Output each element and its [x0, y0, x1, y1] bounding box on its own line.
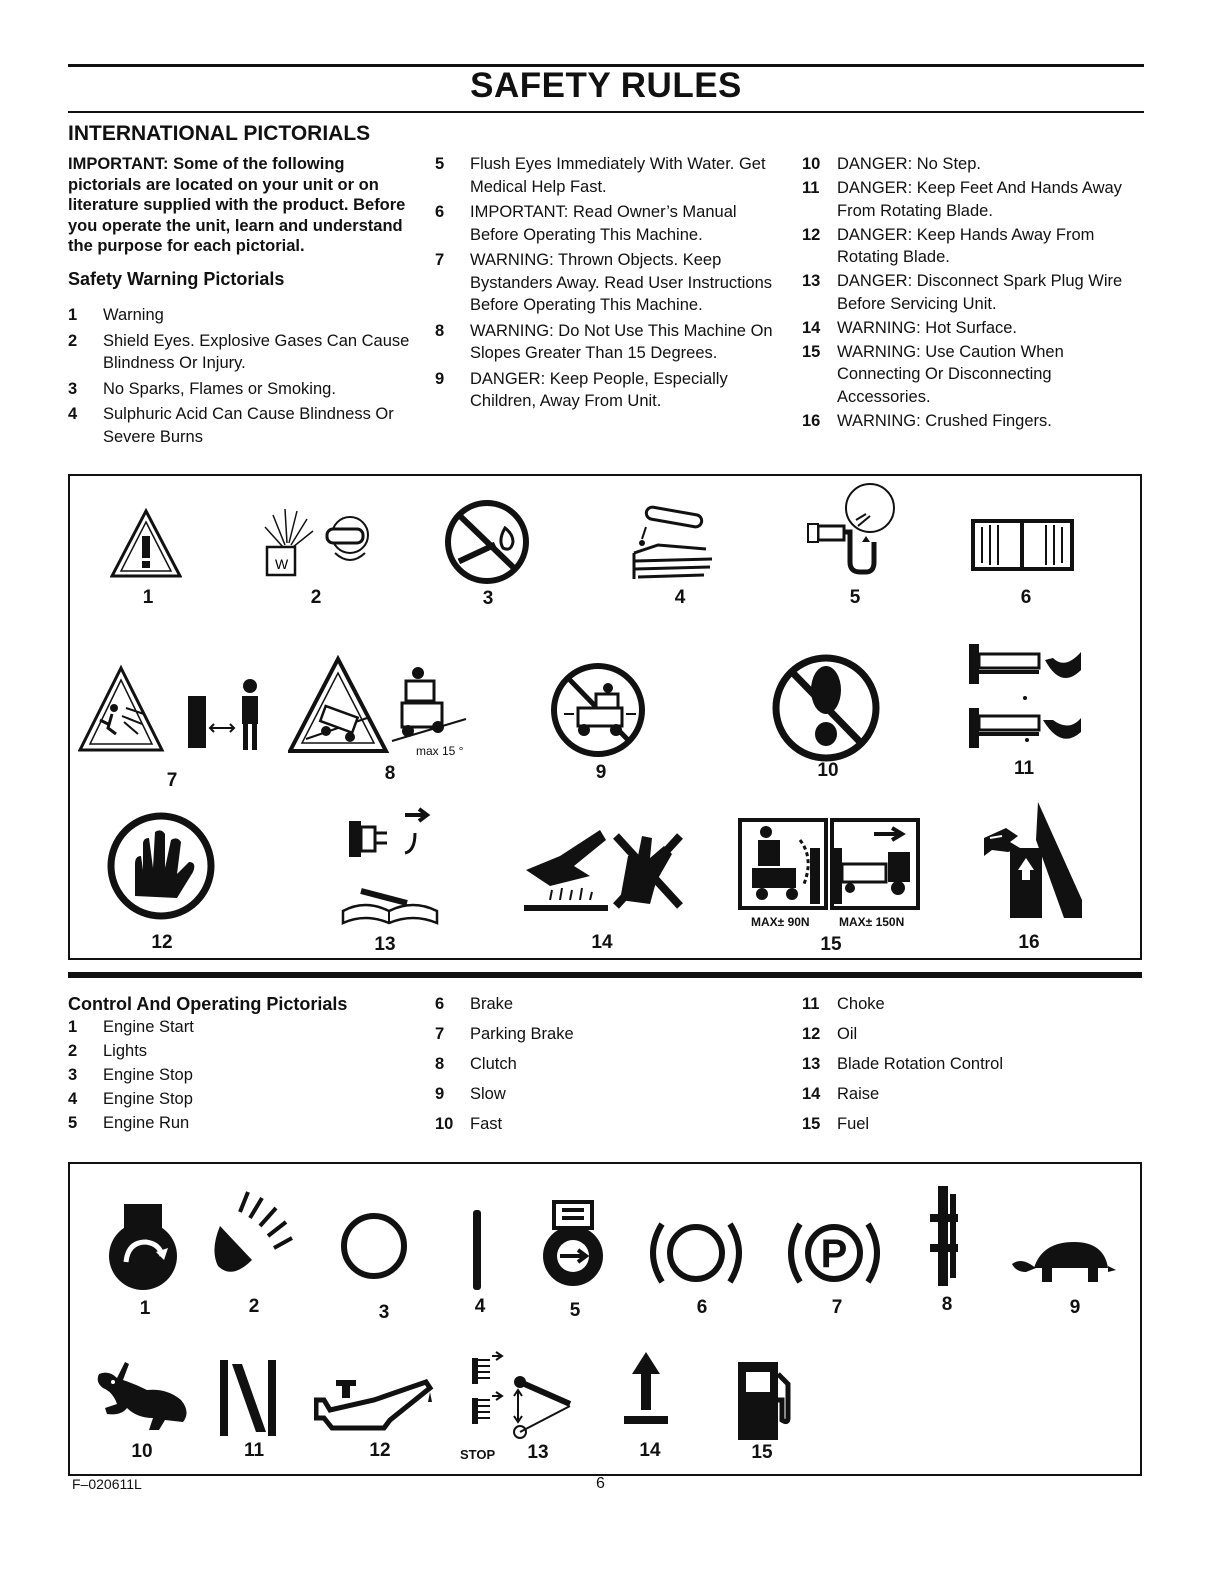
disconnect-spark-plug-icon	[335, 803, 445, 928]
control-heading: Control And Operating Pictorials	[68, 994, 348, 1014]
picto-number: 3	[482, 588, 494, 609]
fuel-pump-icon	[734, 1360, 798, 1442]
picto-number: 4	[674, 587, 686, 608]
choke-icon	[218, 1360, 280, 1436]
page-title: SAFETY RULES	[470, 66, 742, 105]
picto-number: 11	[1013, 758, 1035, 779]
picto-number: 10	[817, 760, 839, 781]
picto-number: 6	[1020, 587, 1032, 608]
blade-rotation-control-icon	[462, 1350, 574, 1440]
picto-number: 7	[166, 770, 178, 791]
list-item: 4 Engine Stop	[68, 1090, 193, 1108]
list-item: 12 Oil	[802, 1025, 858, 1043]
crushed-fingers-icon	[980, 800, 1085, 920]
picto-number: 14	[639, 1440, 661, 1461]
picto-number: 7	[831, 1297, 843, 1318]
brake-icon	[646, 1218, 746, 1288]
stop-label: STOP	[460, 1447, 496, 1462]
engine-stop-circle-icon	[338, 1210, 410, 1282]
connecting-accessories-icon	[738, 818, 920, 910]
max-force-label-b: MAX± 150N	[839, 915, 905, 929]
list-item: 1 Warning	[68, 306, 164, 324]
engine-stop-bar-icon	[470, 1210, 484, 1290]
safety-list-col2	[435, 153, 780, 416]
list-item: 8 Clutch	[435, 1055, 517, 1073]
picto-number: 4	[474, 1296, 486, 1317]
picto-number: 9	[595, 762, 607, 783]
picto-number: 8	[941, 1294, 953, 1315]
picto-number: 15	[820, 934, 842, 955]
safety-list-col1	[68, 304, 413, 451]
list-item: 11 DANGER: Keep Feet And Hands Away From Rotating Blade.	[802, 179, 1122, 220]
thrown-objects-icon	[78, 664, 268, 756]
picto-number: 3	[378, 1302, 390, 1323]
rotating-blade-feet-hands-icon	[965, 640, 1085, 760]
safety-warning-heading: Safety Warning Pictorials	[68, 269, 285, 289]
slow-turtle-icon	[1012, 1240, 1117, 1290]
list-item: 10 DANGER: No Step.	[802, 155, 981, 173]
picto-number: 14	[591, 932, 613, 953]
list-item: 5 Flush Eyes Immediately With Water. Get Medical Help Fast.	[435, 155, 766, 196]
safety-list-col3	[802, 153, 1142, 434]
list-item: 12 DANGER: Keep Hands Away From Rotating Blade.	[802, 225, 1095, 266]
list-item: 16 WARNING: Crushed Fingers.	[802, 411, 1052, 430]
section-rule	[68, 972, 1142, 978]
read-manual-book-icon	[970, 515, 1075, 573]
picto-number: 12	[151, 932, 173, 953]
picto-number: 1	[139, 1298, 151, 1319]
picto-number: 16	[1018, 932, 1040, 953]
picto-number: 8	[384, 763, 396, 784]
list-item: 15 Fuel	[802, 1115, 870, 1133]
control-list-col1	[68, 1016, 413, 1136]
picto-number: 13	[527, 1442, 549, 1463]
picto-number: 2	[248, 1296, 260, 1317]
picto-number: 9	[1069, 1297, 1081, 1318]
page-number: 6	[596, 1475, 605, 1492]
list-item: 9 DANGER: Keep People, Especially Children, Away From Unit.	[435, 369, 728, 410]
list-item: 3 Engine Stop	[68, 1066, 193, 1084]
list-item: 7 Parking Brake	[435, 1025, 574, 1043]
important-note: IMPORTANT: Some of the following pictorials are located on your unit or on literature supplied with the product. Before you operate the unit, learn and understand the purpose for each pictorial.	[68, 155, 406, 255]
list-item: 4 Sulphuric Acid Can Cause Blindness Or Severe Burns	[68, 405, 394, 446]
engine-run-icon	[536, 1200, 610, 1292]
list-item: 15 WARNING: Use Caution When Connecting Or Disconnecting Accessories.	[802, 342, 1064, 406]
list-item: 6 Brake	[435, 995, 514, 1013]
lights-icon	[212, 1190, 312, 1285]
list-item: 5 Engine Run	[68, 1114, 190, 1132]
picto-number: 11	[243, 1440, 265, 1461]
svg-text:W: W	[275, 556, 289, 572]
no-step-icon	[770, 652, 882, 764]
fast-rabbit-icon	[95, 1358, 195, 1438]
warning-triangle-icon	[110, 508, 182, 580]
oil-can-icon	[314, 1378, 439, 1440]
picto-number: 1	[142, 587, 154, 608]
explosive-gas-eye-shield-icon	[255, 505, 375, 585]
list-item: 14 Raise	[802, 1085, 880, 1103]
raise-arrow-icon	[620, 1350, 672, 1430]
parking-brake-icon	[784, 1218, 884, 1288]
slope-max-label: max 15 °	[416, 744, 464, 758]
picto-number: 2	[310, 587, 322, 608]
keep-hands-away-blade-icon	[105, 810, 217, 922]
picto-number: 12	[369, 1440, 391, 1461]
parking-letter: P	[820, 1232, 848, 1276]
list-item: 8 WARNING: Do Not Use This Machine On Slopes Greater Than 15 Degrees.	[435, 321, 773, 362]
control-list-col3	[802, 993, 1142, 1143]
list-item: 6 IMPORTANT: Read Owner’s Manual Before Operating This Machine.	[435, 203, 737, 244]
list-item: 13 Blade Rotation Control	[802, 1055, 1004, 1073]
picto-number: 5	[849, 587, 861, 608]
keep-children-away-icon	[548, 660, 648, 760]
list-item: 11 Choke	[802, 995, 885, 1013]
list-item: 14 WARNING: Hot Surface.	[802, 318, 1018, 337]
list-item: 2 Lights	[68, 1042, 148, 1060]
list-item: 10 Fast	[435, 1115, 503, 1133]
no-flames-icon	[443, 498, 531, 586]
picto-number: 15	[751, 1442, 773, 1463]
document-code: F–020611L	[72, 1476, 142, 1492]
title-rule	[68, 111, 1144, 113]
list-item: 7 WARNING: Thrown Objects. Keep Bystanders Away. Read User Instructions Before Operating This Machine.	[435, 251, 773, 314]
list-item: 1 Engine Start	[68, 1018, 194, 1036]
hot-surface-icon	[520, 826, 695, 916]
list-item: 2 Shield Eyes. Explosive Gases Can Cause Blindness Or Injury.	[68, 331, 410, 372]
picto-number: 10	[131, 1441, 153, 1462]
engine-start-icon	[106, 1202, 180, 1294]
list-item: 13 DANGER: Disconnect Spark Plug Wire Before Servicing Unit.	[802, 272, 1123, 313]
list-item: 9 Slow	[435, 1085, 506, 1103]
control-list-col2	[435, 993, 780, 1143]
picto-number: 5	[569, 1300, 581, 1321]
clutch-icon	[928, 1186, 968, 1286]
section-heading: INTERNATIONAL PICTORIALS	[68, 122, 371, 145]
acid-burn-hand-icon	[628, 505, 723, 583]
picto-number: 6	[696, 1297, 708, 1318]
flush-eyes-icon	[800, 480, 910, 580]
picto-number: 13	[374, 934, 396, 955]
max-force-label-a: MAX± 90N	[751, 915, 810, 929]
list-item: 3 No Sparks, Flames or Smoking.	[68, 379, 336, 398]
